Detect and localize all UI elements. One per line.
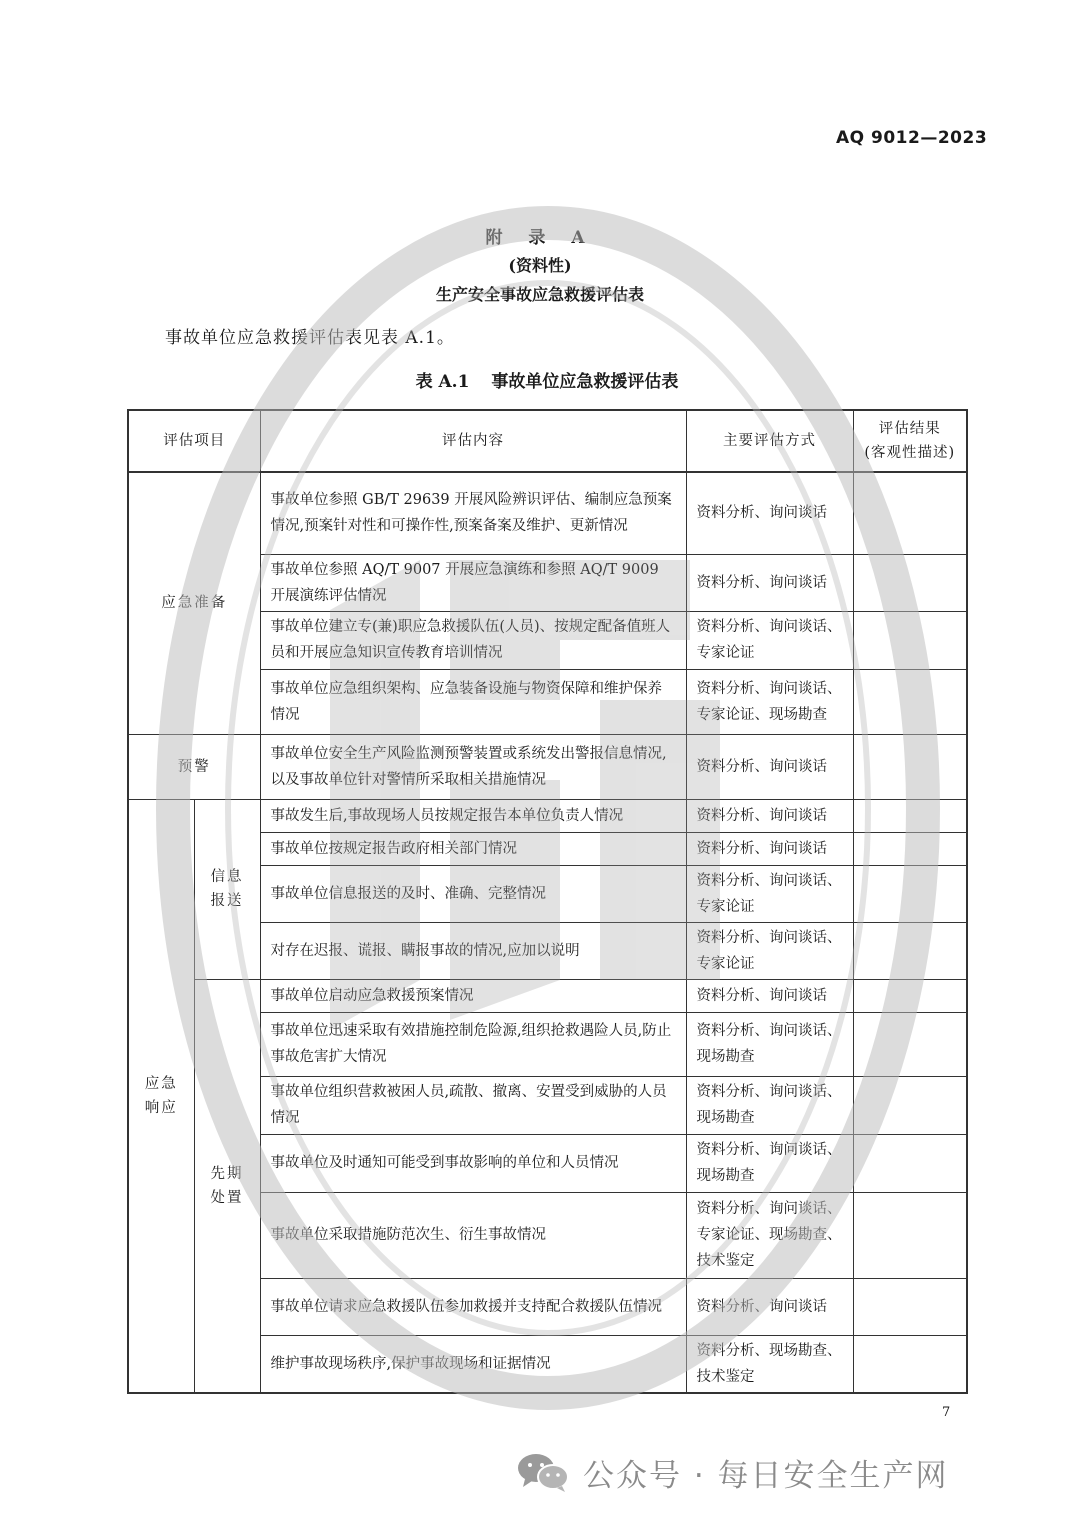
row-result	[853, 1278, 967, 1335]
row-method: 资料分析、询问谈话	[686, 979, 853, 1012]
row-content: 事故单位及时通知可能受到事故影响的单位和人员情况	[260, 1134, 686, 1192]
table-caption-title: 事故单位应急救援评估表	[491, 372, 679, 392]
row-method: 资料分析、询问谈话、专家论证	[686, 611, 853, 669]
row-method: 资料分析、询问谈话、现场勘查	[686, 1076, 853, 1134]
row-method: 资料分析、现场勘查、技术鉴定	[686, 1335, 853, 1393]
header-result-line1: 评估结果	[878, 421, 941, 437]
row-content: 事故单位参照 GB/T 29639 开展风险辨识评估、编制应急预案情况,预案针对性和可操作性,预案备案及维护、更新情况	[260, 472, 686, 554]
row-method: 资料分析、询问谈话、现场勘查	[686, 1134, 853, 1192]
row-result	[853, 1134, 967, 1192]
appendix-name: 生产安全事故应急救援评估表	[435, 285, 644, 304]
category-resp	[128, 799, 194, 1393]
row-method: 资料分析、询问谈话、专家论证、现场勘查	[686, 669, 853, 734]
subcategory-initial-label: 先期处置	[210, 1165, 244, 1206]
subcategory-initial	[194, 979, 260, 1393]
header-method: 主要评估方式	[686, 410, 853, 472]
row-method: 资料分析、询问谈话	[686, 734, 853, 799]
row-result	[853, 1335, 967, 1393]
header-result	[853, 410, 967, 472]
row-content: 事故单位按规定报告政府相关部门情况	[260, 832, 686, 865]
row-result	[853, 669, 967, 734]
row-content: 事故单位启动应急救援预案情况	[260, 979, 686, 1012]
table-row	[128, 979, 967, 1012]
row-method: 资料分析、询问谈话	[686, 799, 853, 832]
table-row	[128, 799, 967, 832]
category-warn: 预警	[128, 734, 260, 799]
row-result	[853, 1012, 967, 1076]
row-result	[853, 1076, 967, 1134]
row-content: 事故单位参照 AQ/T 9007 开展应急演练和参照 AQ/T 9009 开展演练评估情况	[260, 554, 686, 611]
row-method: 资料分析、询问谈话	[686, 554, 853, 611]
footer-brand-text: 公众号 · 每日安全生产网	[583, 1457, 949, 1494]
row-method: 资料分析、询问谈话、专家论证	[686, 865, 853, 922]
row-method: 资料分析、询问谈话、专家论证	[686, 922, 853, 979]
row-method: 资料分析、询问谈话、专家论证、现场勘查、技术鉴定	[686, 1192, 853, 1278]
row-content: 事故单位应急组织架构、应急装备设施与物资保障和维护保养情况	[260, 669, 686, 734]
row-content: 事故单位建立专(兼)职应急救援队伍(人员)、按规定配备值班人员和开展应急知识宣传教育培训情况	[260, 611, 686, 669]
row-result	[853, 554, 967, 611]
row-content: 事故单位组织营救被困人员,疏散、撤离、安置受到威胁的人员情况	[260, 1076, 686, 1134]
row-content: 事故单位迅速采取有效措施控制危险源,组织抢救遇险人员,防止事故危害扩大情况	[260, 1012, 686, 1076]
table-header-row	[128, 410, 967, 472]
row-content: 维护事故现场秩序,保护事故现场和证据情况	[260, 1335, 686, 1393]
row-content: 事故单位安全生产风险监测预警装置或系统发出警报信息情况,以及事故单位针对警情所采取相关措施情况	[260, 734, 686, 799]
footer-brand	[515, 1450, 949, 1494]
standard-code: AQ 9012—2023	[836, 128, 988, 148]
table-caption	[0, 367, 1080, 392]
evaluation-table	[127, 409, 968, 1394]
category-resp-label: 应急响应	[144, 1075, 178, 1116]
header-content: 评估内容	[260, 410, 686, 472]
category-prep: 应急准备	[128, 472, 260, 734]
row-result	[853, 799, 967, 832]
row-content: 事故单位请求应急救援队伍参加救援并支持配合救援队伍情况	[260, 1278, 686, 1335]
row-result	[853, 922, 967, 979]
row-method: 资料分析、询问谈话	[686, 832, 853, 865]
row-content: 事故单位采取措施防范次生、衍生事故情况	[260, 1192, 686, 1278]
row-result	[853, 734, 967, 799]
subcategory-info	[194, 799, 260, 979]
header-item: 评估项目	[128, 410, 260, 472]
header-result-line2: (客观性描述)	[864, 445, 956, 461]
row-method: 资料分析、询问谈话	[686, 1278, 853, 1335]
appendix-type: (资料性)	[508, 256, 572, 275]
row-method: 资料分析、询问谈话	[686, 472, 853, 554]
subcategory-info-label: 信息报送	[210, 869, 244, 909]
page-number: 7	[942, 1405, 951, 1420]
intro-sentence: 事故单位应急救援评估表见表 A.1。	[165, 328, 455, 348]
wechat-icon	[515, 1450, 571, 1494]
row-result	[853, 611, 967, 669]
table-row	[128, 472, 967, 554]
row-content: 对存在迟报、谎报、瞒报事故的情况,应加以说明	[260, 922, 686, 979]
row-result	[853, 979, 967, 1012]
row-result	[853, 832, 967, 865]
table-caption-number: 表 A.1	[415, 372, 470, 392]
row-result	[853, 865, 967, 922]
row-content: 事故单位信息报送的及时、准确、完整情况	[260, 865, 686, 922]
row-result	[853, 1192, 967, 1278]
row-content: 事故发生后,事故现场人员按规定报告本单位负责人情况	[260, 799, 686, 832]
row-result	[853, 472, 967, 554]
appendix-title: 附 录 A	[485, 228, 595, 248]
row-method: 资料分析、询问谈话、现场勘查	[686, 1012, 853, 1076]
table-row	[128, 734, 967, 799]
